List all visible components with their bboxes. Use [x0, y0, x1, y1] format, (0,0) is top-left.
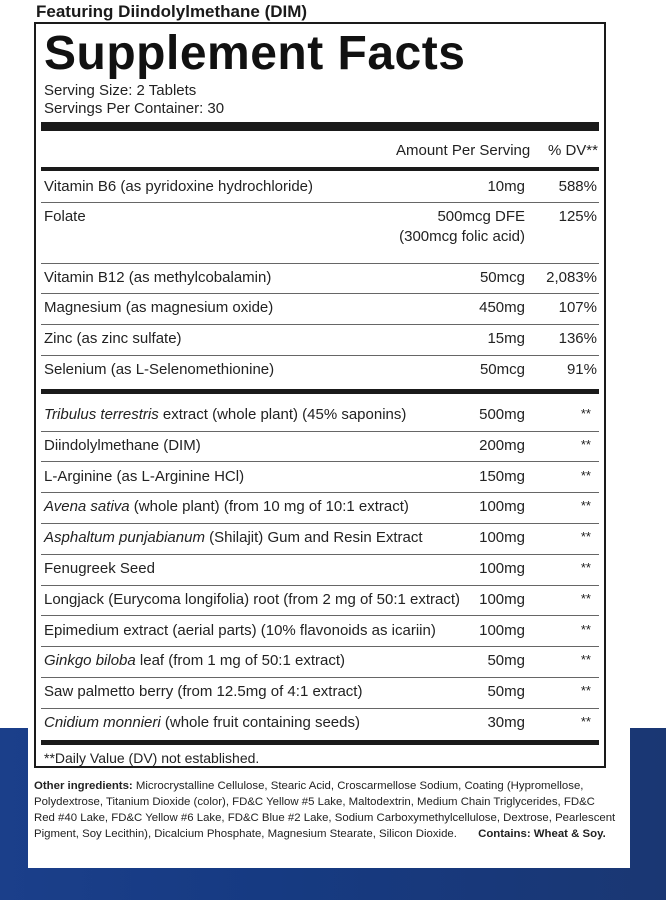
nutrient-name: Zinc (as zinc sulfate) — [44, 330, 182, 347]
ingredient-name — [44, 498, 409, 515]
nutrient-dv: 125% — [558, 208, 597, 225]
ingredient-dv: ** — [580, 714, 591, 729]
nutrient-amount-detail: (300mcg folic acid) — [399, 228, 525, 245]
nutrient-amount: 50mcg — [479, 361, 525, 378]
row-divider — [41, 324, 599, 325]
nutrient-amount: 15mg — [487, 330, 525, 347]
ingredient-name-italic: Tribulus terrestris — [44, 406, 159, 423]
row-divider — [41, 646, 599, 647]
other-ingredients-label: Other ingredients: — [34, 780, 133, 792]
row-divider — [41, 615, 599, 616]
ingredient-dv: ** — [580, 467, 591, 483]
ingredient-name-rest: (Shilajit) Gum and Resin Extract — [204, 529, 423, 547]
row-divider — [41, 677, 599, 678]
ingredient-amount: 150mg — [479, 467, 525, 485]
ingredient-name — [44, 591, 460, 608]
row-divider — [41, 293, 599, 294]
ingredient-amount: 100mg — [479, 621, 525, 639]
row-divider — [41, 585, 599, 586]
ingredient-dv: ** — [580, 652, 591, 668]
nutrient-amount: 10mg — [487, 178, 525, 195]
ingredient-amount: 50mg — [487, 652, 525, 670]
ingredient-name-italic: Ginkgo biloba — [44, 652, 136, 670]
row-divider — [41, 492, 599, 493]
row-divider — [41, 461, 599, 462]
ingredient-name — [44, 560, 155, 577]
panel-title: Supplement Facts — [44, 27, 466, 80]
other-ingredients — [34, 778, 616, 842]
nutrient-name: Vitamin B12 (as methylcobalamin) — [44, 269, 272, 286]
contains-statement: Contains: Wheat & Soy. — [478, 828, 606, 840]
ingredient-name — [44, 652, 345, 669]
ingredient-dv: ** — [580, 406, 591, 421]
row-divider — [41, 431, 599, 432]
serving-size: Serving Size: 2 Tablets — [44, 82, 197, 99]
ingredient-name-italic: Avena sativa — [44, 498, 130, 516]
ingredient-dv: ** — [580, 621, 591, 637]
ingredient-amount: 100mg — [479, 498, 525, 516]
ingredient-name — [44, 622, 436, 639]
header-dv: % DV** — [547, 142, 598, 159]
nutrient-dv: 588% — [558, 178, 597, 195]
ingredient-name — [44, 468, 244, 485]
ingredient-name — [44, 683, 362, 700]
ingredient-name-rest: Fenugreek Seed — [44, 560, 155, 577]
row-divider — [41, 554, 599, 555]
nutrient-dv: 91% — [566, 361, 597, 378]
ingredient-name — [44, 529, 423, 546]
ingredient-amount: 30mg — [487, 714, 525, 731]
supplement-facts-panel — [34, 22, 606, 768]
ingredient-name-italic: Asphaltum punjabianum — [44, 529, 205, 547]
dv-footnote: **Daily Value (DV) not established. — [44, 750, 260, 766]
nutrient-amount: 450mg — [479, 299, 525, 316]
row-divider — [41, 202, 599, 203]
nutrient-name: Vitamin B6 (as pyridoxine hydrochloride) — [44, 178, 314, 195]
featuring-headline: Featuring Diindolylmethane (DIM) — [36, 2, 308, 21]
nutrient-name: Selenium (as L-Selenomethionine) — [44, 361, 275, 378]
ingredient-name — [44, 714, 360, 731]
row-divider — [41, 355, 599, 356]
ingredient-name — [44, 406, 406, 423]
row-divider — [41, 263, 599, 264]
nutrient-dv: 107% — [558, 299, 597, 316]
ingredient-dv: ** — [580, 590, 591, 606]
ingredient-name-rest: Saw palmetto berry (from 12.5mg of 4:1 extract) — [44, 683, 363, 701]
row-divider — [41, 708, 599, 709]
ingredient-dv: ** — [580, 436, 591, 452]
ingredient-name-rest: L-Arginine (as L-Arginine HCl) — [44, 467, 245, 485]
ingredient-dv: ** — [580, 498, 591, 514]
ingredient-dv: ** — [580, 683, 591, 699]
ingredient-name-rest: extract (whole plant) (45% saponins) — [158, 406, 407, 423]
ingredient-name-rest: Longjack (Eurycoma longifolia) root (from 2 mg of 50:1 extract) — [44, 590, 461, 608]
ingredient-name-rest: (whole fruit containing seeds) — [160, 714, 360, 731]
ingredient-amount: 200mg — [479, 436, 525, 454]
ingredient-amount: 50mg — [487, 683, 525, 701]
nutrient-name: Folate — [44, 208, 86, 225]
ingredient-amount: 500mg — [479, 406, 525, 423]
nutrient-amount: 50mcg — [479, 269, 525, 286]
other-ingredients-list: Microcrystalline Cellulose, Stearic Acid, Croscarmellose Sodium, Coating (Hypromellose, Polydextrose, Titanium Dioxide (color), FD&C Yellow #5 Lake, Maltodextrin, Medium Chain Triglycerides, FD&C Red #40 Lake, FD&C Yellow #6 Lake, FD&C Blue #2 Lake, Sodium Carboxymethylcellulose, Dextrose, Pearlescent Pigment, Soy Lecithin), Dicalcium Phosphate, Magnesium Stearate, Silicon Dioxide. — [34, 780, 616, 840]
ingredient-name-rest: leaf (from 1 mg of 50:1 extract) — [135, 652, 345, 670]
ingredient-name-rest: Epimedium extract (aerial parts) (10% flavonoids as icariin) — [44, 621, 436, 639]
thick-rule — [41, 122, 599, 131]
ingredient-amount: 100mg — [479, 590, 525, 608]
nutrient-name: Magnesium (as magnesium oxide) — [44, 299, 274, 316]
ingredient-name-italic: Cnidium monnieri — [44, 714, 161, 731]
nutrient-amount: 500mcg DFE — [437, 208, 525, 225]
ingredient-amount: 100mg — [479, 560, 525, 577]
ingredient-name-rest: Diindolylmethane (DIM) — [44, 436, 201, 454]
ingredient-name-rest: (whole plant) (from 10 mg of 10:1 extract) — [129, 498, 409, 516]
nutrient-dv: 136% — [558, 330, 597, 347]
row-divider — [41, 523, 599, 524]
ingredient-name — [44, 437, 201, 454]
nutrient-dv: 2,083% — [546, 269, 597, 286]
bottom-rule — [41, 740, 599, 745]
header-amount: Amount Per Serving — [396, 142, 531, 159]
ingredient-dv: ** — [580, 560, 591, 575]
header-rule — [41, 167, 599, 171]
section-rule — [41, 389, 599, 394]
ingredient-dv: ** — [580, 529, 591, 545]
ingredient-amount: 100mg — [479, 529, 525, 547]
servings-per-container: Servings Per Container: 30 — [44, 100, 225, 117]
